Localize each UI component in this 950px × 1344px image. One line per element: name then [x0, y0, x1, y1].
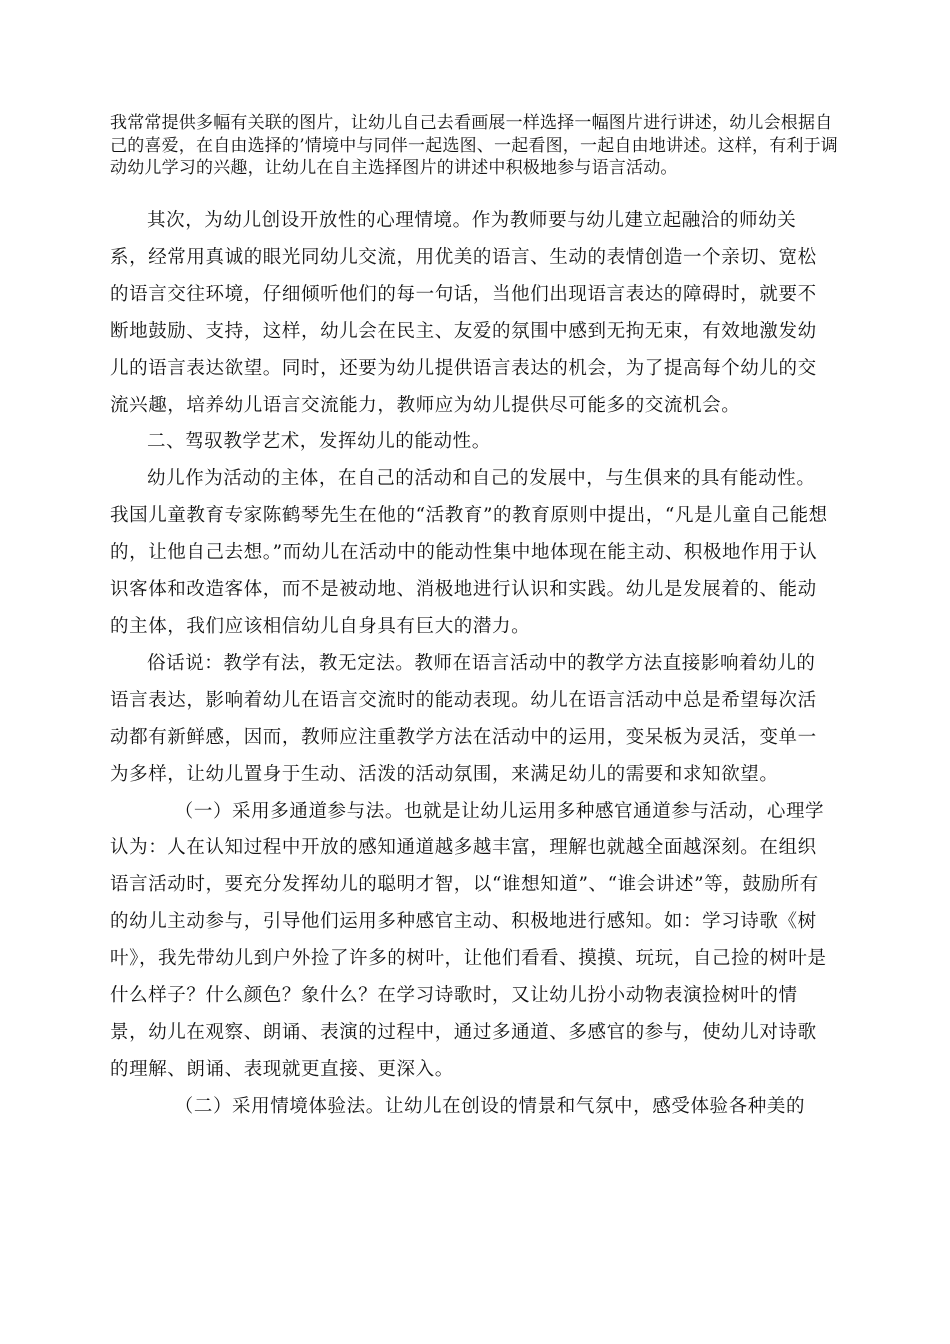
- paragraph-multichannel-method: （一）采用多通道参与法。也就是让幼儿运用多种感官通道参与活动，心理学认为：人在认知过程中开放的感知通道越多越丰富，理解也就越全面越深刻。在组织语言活动时，要充分发挥幼儿的聪明才智，以“谁想知道”、“谁会讲述”等，鼓励所有的幼儿主动参与，引导他们运用多种感官主动、积极地进行感知。如：学习诗歌《树叶》，我先带幼儿到户外捡了许多的树叶，让他们看看、摸摸、玩玩，自己捡的树叶是什么样子？什么颜色？象什么？在学习诗歌时，又让幼儿扮小动物表演捡树叶的情景，幼儿在观察、朗诵、表演的过程中，通过多通道、多感官的参与，使幼儿对诗歌的理解、朗诵、表现就更直接、更深入。: [110, 800, 827, 1080]
- paragraph-situational-method: （二）采用情境体验法。让幼儿在创设的情景和气氛中，感受体验各种美的: [174, 1095, 806, 1117]
- paragraph-child-agency: 幼儿作为活动的主体，在自己的活动和自己的发展中，与生俱来的具有能动性。我国儿童教育专家陈鹤琴先生在他的“活教育”的教育原则中提出，“凡是儿童自己能想的，让他自己去想。”而幼儿在活动中的能动性集中地体现在能主动、积极地作用于认识客体和改造客体，而不是被动地、消极地进行认识和实践。幼儿是发展着的、能动的主体，我们应该相信幼儿自身具有巨大的潜力。: [110, 468, 828, 637]
- paragraph-teaching-methods: 俗话说：教学有法，教无定法。教师在语言活动中的教学方法直接影响着幼儿的语言表达，影响着幼儿在语言交流时的能动表现。幼儿在语言活动中总是希望每次活动都有新鲜感，因而，教师应注重教学方法在活动中的运用，变呆板为灵活，变单一为多样，让幼儿置身于生动、活泼的活动氛围，来满足幼儿的需要和求知欲望。: [110, 652, 817, 785]
- document-body: [110, 203, 830, 1126]
- intro-paragraph: 我常常提供多幅有关联的图片，让幼儿自己去看画展一样选择一幅图片进行讲述，幼儿会根据自己的喜爱，在自由选择的’情境中与同伴一起选图、一起看图，一起自由地讲述。这样，有利于调动幼儿学习的兴趣，让幼儿在自主选择图片的讲述中积极地参与语言活动。: [110, 113, 839, 178]
- section-heading-2: 二、驾驭教学艺术，发挥幼儿的能动性。: [147, 431, 491, 453]
- paragraph-open-psych-context: 其次，为幼儿创设开放性的心理情境。作为教师要与幼儿建立起融洽的师幼关系，经常用真诚的眼光同幼儿交流，用优美的语言、生动的表情创造一个亲切、宽松的语言交往环境，仔细倾听他们的每一句话，当他们出现语言表达的障碍时，就要不断地鼓励、支持，这样，幼儿会在民主、友爱的氛围中感到无拘无束，有效地激发幼儿的语言表达欲望。同时，还要为幼儿提供语言表达的机会，为了提高每个幼儿的交流兴趣，培养幼儿语言交流能力，教师应为幼儿提供尽可能多的交流机会。: [110, 210, 817, 416]
